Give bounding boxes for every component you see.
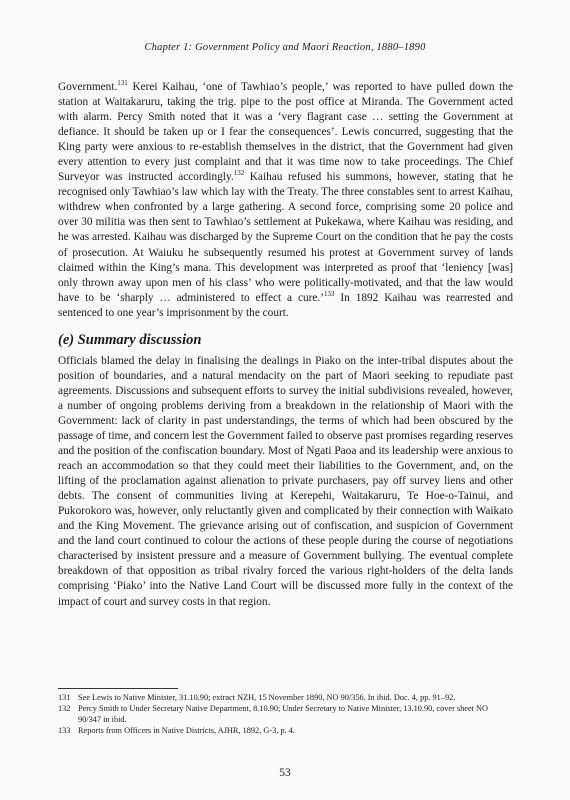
paragraph-1-text-b: Kerei Kaihau, ‘one of Tawhiao’s people,’ was reported to have pulled down the station at Waitakaruru, taking the trig. pipe to the post office at Miranda. The Government acted with alarm. Percy Smith noted that it was a ‘very flagrant case … setting the Government at defiance. It should be taken up or I fear the consequences’. Lewis concurred, suggesting that the King party were anxious to re-establish themselves in the district, that the Government had given every attention to every just complaint and that it was time now to take proceedings. The Chief Surveyor was instructed accordingly. <box>58 81 513 184</box>
footnote-number: 132 <box>58 704 71 714</box>
footnote-text: See Lewis to Native Minister, 31.10.90; extract NZH, 15 November 1890, NO 90/356. In ibid. Doc. 4, pp. 91–92. <box>78 693 456 702</box>
footnote-ref-131[interactable]: 131 <box>117 79 128 88</box>
footnote-131 <box>58 693 513 703</box>
paragraph-1 <box>58 80 513 321</box>
paragraph-2: Officials blamed the delay in finalising the dealings in Piako on the inter-tribal disputes about the position of boundaries, and a natural mendacity on the part of Maori seeking to repudiate past agreements. Discussions and subsequent efforts to survey the initial subdivisions revealed, however, a number of ongoing problems deriving from a breakdown in the relationship of Maori with the Government: lack of clarity in past understandings, the terms of which had been obscured by the passage of time, and concern lest the Government failed to observe past promises regarding reserves and the position of the confiscation boundary. Most of Ngati Paoa and its leadership were anxious to reach an accommodation so that they could meet their liabilities to the Government, and, on the lifting of the proclamation against alienation to private purchasers, pay off survey liens and other debts. The consent of communities living at Kerepehi, Waitakaruru, Te Hoe-o-Tainui, and Pukorokoro was, however, only reluctantly given and complicated by their connection with Waikato and the King Movement. The grievance arising out of confiscation, and suspicion of Government and the land court continued to colour the actions of these people during the course of negotiations characterised by insistent pressure and a measure of Government bullying. The eventual complete breakdown of that opposition as tribal rivalry forced the various right-holders of the delta lands comprising ‘Piako’ into the Native Land Court will be discussed more fully in the context of the impact of court and survey costs in that region. <box>58 354 513 608</box>
footnote-133 <box>58 726 513 736</box>
footnote-ref-133[interactable]: 133 <box>323 289 335 298</box>
footnote-132 <box>58 704 513 725</box>
footnotes <box>58 693 513 738</box>
footnote-ref-132[interactable]: 132 <box>233 169 245 178</box>
section-heading: (e) Summary discussion <box>58 331 202 348</box>
footnote-text: Reports from Officers in Native Districts, AJHR, 1892, G-3, p. 4. <box>78 726 295 736</box>
paragraph-1-text-d: In 1892 Kaihau was rearrested and sentenced to one year’s imprisonment by the court. <box>58 291 513 319</box>
body-text <box>58 80 513 610</box>
footnote-number: 131 <box>58 693 71 702</box>
page-number: 53 <box>279 767 291 779</box>
paragraph-1-text-a: Government. <box>58 81 118 93</box>
footnote-divider <box>58 688 178 689</box>
footnote-text: Percy Smith to Under Secretary Native Department, 8.10.90; Under Secretary to Native Minister, 13.10.90, cover sheet NO 90/347 in ibid. <box>78 704 489 724</box>
paragraph-1-text-c: Kaihau refused his summons, however, stating that he recognised only Tawhiao’s law which lay with the Treaty. The three constables sent to arrest Kaihau, withdrew when confronted by a large gathering. A second force, comprising some 20 police and over 30 militia was then sent to Tawhiao’s settlement at Pukekawa, where Kaihau was residing, and he was arrested. Kaihau was discharged by the Supreme Court on the condition that he pay the costs of prosecution. At Waiuku he subsequently resumed his protest at Government survey of lands claimed within the King’s mana. This development was interpreted as proof that ‘leniency [was] only thrown away upon men of his class’ who were politically-motivated, and that the law would have to be ‘sharply … administered to effect a cure.’ <box>58 171 513 304</box>
running-head: Chapter 1: Government Policy and Maori Reaction, 1880–1890 <box>144 42 426 53</box>
footnote-number: 133 <box>58 726 71 736</box>
